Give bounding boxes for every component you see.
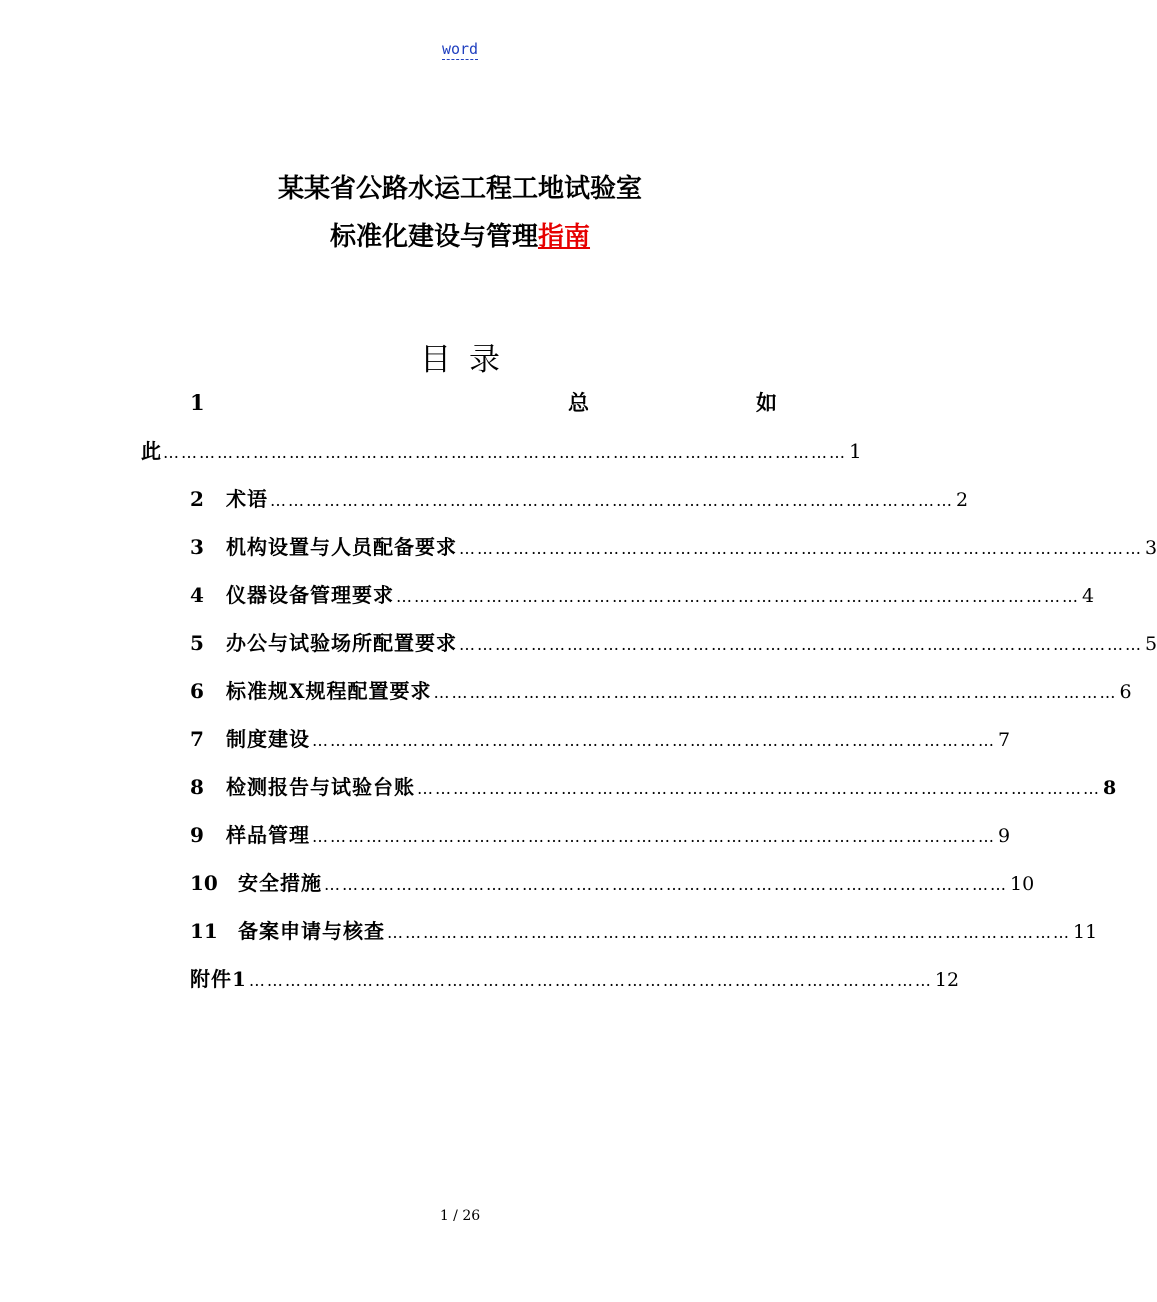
toc-leader-dots: ……………………………………………………………………………………………………	[248, 971, 933, 990]
toc-entry-page: 9	[998, 825, 1011, 847]
toc-entry[interactable]	[190, 916, 1098, 946]
toc-entry-label: 术语	[226, 487, 268, 511]
toc-entry-page: 8	[1103, 777, 1117, 799]
toc-entry-page: 4	[1082, 585, 1095, 607]
toc-entry[interactable]	[190, 484, 969, 514]
toc-entry-number: 2	[190, 487, 204, 511]
toc-entry-label: 附件1	[190, 967, 247, 991]
toc-entry-label: 标准规X规程配置要求	[226, 679, 432, 703]
toc-leader-dots: ……………………………………………………………………………………………………	[417, 779, 1101, 798]
toc-heading: 目录	[420, 342, 518, 378]
toc-entry-page: 5	[1145, 633, 1157, 655]
title-line2-highlight: 指南	[538, 222, 591, 252]
toc-leader-dots: ……………………………………………………………………………………………………	[433, 683, 1118, 702]
toc-entry-page: 10	[1010, 873, 1035, 895]
toc-entry-label: 办公与试验场所配置要求	[226, 631, 457, 655]
toc-entry[interactable]	[190, 820, 1011, 850]
toc-entry-label-part: 如	[756, 390, 777, 415]
toc-entry-1-line2[interactable]	[141, 436, 862, 466]
toc-entry-label: 检测报告与试验台账	[226, 775, 415, 799]
toc-leader-dots: ……………………………………………………………………………………………………	[312, 827, 996, 846]
toc-entry[interactable]	[190, 532, 1157, 562]
toc-entry-number: 6	[190, 679, 204, 703]
toc-leader-dots: ……………………………………………………………………………………………………	[459, 635, 1143, 654]
toc-entry-number: 11	[190, 919, 218, 943]
toc-entry[interactable]	[190, 724, 1011, 754]
toc-entry-label-part: 此	[141, 439, 161, 463]
toc-entry-label: 备案申请与核查	[238, 919, 385, 943]
toc-entry-label: 安全措施	[238, 871, 322, 895]
toc-leader-dots: ……………………………………………………………………………………………………	[396, 587, 1080, 606]
toc-entry-page: 1	[849, 439, 862, 463]
toc-leader-dots: ……………………………………………………………………………………………………	[324, 875, 1008, 894]
toc-entry-label: 机构设置与人员配备要求	[226, 535, 457, 559]
toc-entry-page: 2	[956, 489, 969, 511]
toc-entry-number: 10	[190, 871, 218, 895]
header-word-link[interactable]	[0, 40, 920, 58]
toc-entry[interactable]	[190, 868, 1035, 898]
toc-entry[interactable]	[190, 676, 1132, 706]
toc-entry-number: 4	[190, 583, 204, 607]
document-title-line2	[0, 216, 920, 253]
toc-entry-number: 8	[190, 775, 204, 799]
header-link-text[interactable]: word	[441, 40, 479, 58]
toc-entry-number: 5	[190, 631, 204, 655]
toc-entry[interactable]	[190, 964, 960, 994]
toc-entry-number: 7	[190, 727, 204, 751]
toc-entry-page: 12	[934, 969, 960, 991]
toc-entry-label-part: 总	[568, 390, 589, 415]
toc-entry[interactable]	[190, 772, 1117, 802]
page-indicator: 1 / 26	[439, 1208, 481, 1224]
toc-entry-page: 11	[1073, 921, 1098, 943]
toc-entry-label: 样品管理	[226, 823, 310, 847]
toc-leader-dots: ……………………………………………………………………………………………………	[459, 539, 1143, 558]
toc-entry-page: 3	[1145, 537, 1157, 559]
toc-leader-dots: ……………………………………………………………………………………………………	[387, 923, 1071, 942]
toc-leader-dots: ……………………………………………………………………………………………………	[270, 491, 954, 510]
toc-entry-1-line1[interactable]	[190, 388, 780, 418]
toc-leader-dots: ……………………………………………………………………………………………………	[312, 731, 996, 750]
toc-entry-label: 制度建设	[226, 727, 310, 751]
toc-entry-number: 9	[190, 823, 204, 847]
title-line2-main: 标准化建设与管理	[329, 222, 538, 252]
toc-entry[interactable]	[190, 628, 1157, 658]
toc-entry-number: 1	[190, 390, 205, 415]
toc-entry-label: 仪器设备管理要求	[226, 583, 394, 607]
toc-entry-number: 3	[190, 535, 204, 559]
toc-entry-page: 6	[1119, 681, 1132, 703]
toc-entry-page: 7	[998, 729, 1011, 751]
document-title-line1: 某某省公路水运工程工地试验室	[277, 174, 642, 204]
toc-leader-dots: ……………………………………………………………………………………………………	[163, 443, 847, 462]
toc-entry[interactable]	[190, 580, 1095, 610]
